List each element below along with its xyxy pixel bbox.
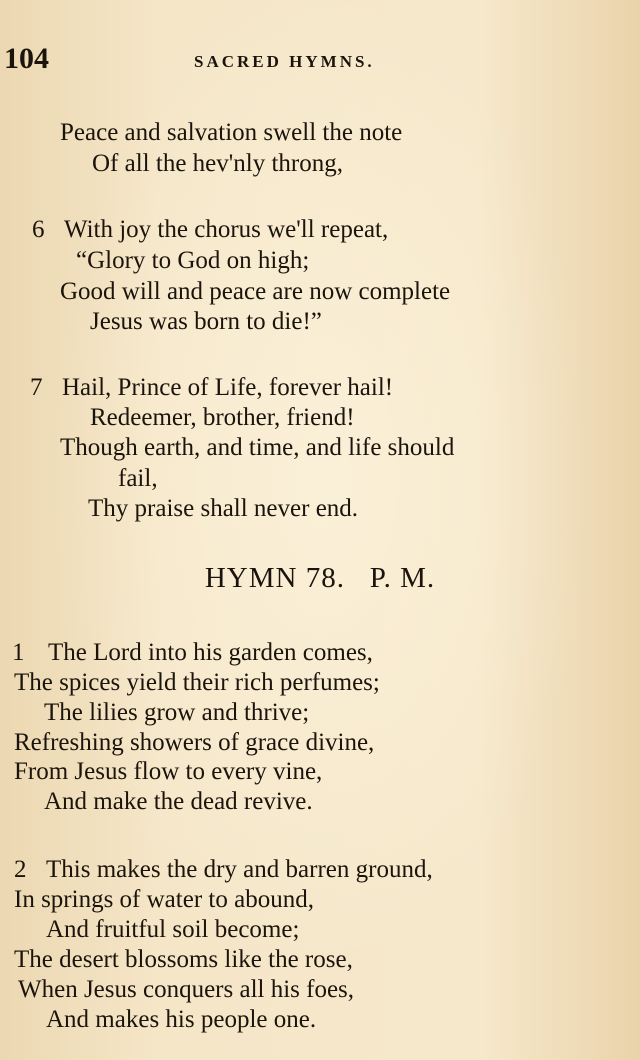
verse-number: 1	[12, 639, 25, 666]
poem-line: And make the dead revive.	[44, 788, 313, 815]
poem-line: The desert blossoms like the rose,	[14, 946, 353, 973]
poem-line: Of all the hev'nly throng,	[92, 150, 343, 177]
verse-number: 6	[32, 216, 45, 243]
poem-line: The Lord into his garden comes,	[48, 639, 373, 666]
verse-number: 2	[14, 856, 27, 883]
poem-line: fail,	[118, 465, 158, 492]
page-number: 104	[4, 42, 49, 75]
poem-line: The spices yield their rich perfumes;	[14, 669, 380, 696]
poem-line: Peace and salvation swell the note	[60, 119, 403, 146]
poem-line: Jesus was born to die!”	[90, 308, 322, 335]
poem-line: Good will and peace are now complete	[60, 278, 451, 305]
verse-number: 7	[30, 374, 43, 401]
poem-line: And fruitful soil become;	[46, 916, 300, 943]
hymn-title: HYMN 78. P. M.	[204, 562, 436, 594]
poem-line: When Jesus conquers all his foes,	[18, 976, 355, 1003]
running-head: SACRED HYMNS.	[194, 52, 375, 71]
poem-line: Hail, Prince of Life, forever hail!	[62, 374, 394, 401]
poem-line: The lilies grow and thrive;	[44, 699, 310, 726]
poem-line: Refreshing showers of grace divine,	[14, 729, 375, 756]
poem-line: “Glory to God on high;	[76, 247, 310, 274]
poem-line: From Jesus flow to every vine,	[14, 758, 323, 785]
poem-line: Redeemer, brother, friend!	[90, 404, 355, 431]
poem-line: And makes his people one.	[46, 1006, 317, 1033]
poem-line: Though earth, and time, and life should	[60, 434, 455, 461]
poem-line: This makes the dry and barren ground,	[46, 856, 433, 883]
poem-line: In springs of water to abound,	[14, 886, 314, 913]
poem-line: With joy the chorus we'll repeat,	[64, 216, 389, 243]
page-header	[0, 42, 640, 82]
poem-line: Thy praise shall never end.	[88, 495, 359, 522]
